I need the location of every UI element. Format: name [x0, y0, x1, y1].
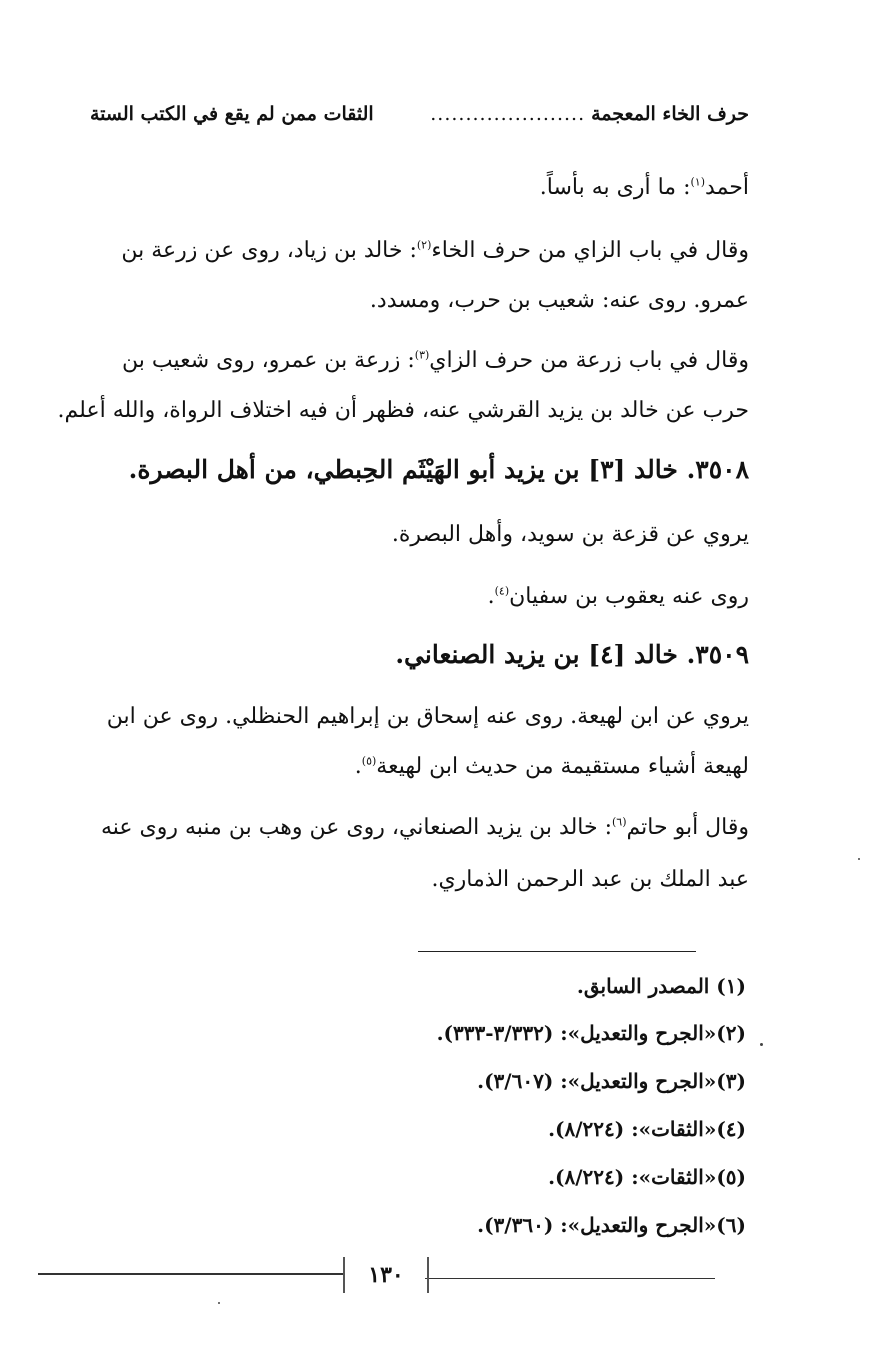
footnote-1: (١) المصدر السابق. — [576, 974, 746, 998]
body-line-2: وقال في باب الزاي من حرف الخاء$^{(٢)}$: خالد بن زياد، روى عن زرعة بن — [121, 238, 749, 263]
footnote-ref-2[interactable]: (٢) — [416, 238, 432, 252]
body-line-3: عمرو. روى عنه: شعيب بن حرب، ومسدد. — [369, 288, 749, 313]
scan-speck — [760, 1043, 763, 1046]
footnote-ref-3[interactable]: (٣) — [414, 348, 430, 362]
footnote-5: (٥)«الثقات»: (٨/٢٢٤). — [548, 1165, 746, 1189]
scan-speck — [858, 858, 860, 860]
body-line-6: يروي عن قزعة بن سويد، وأهل البصرة. — [391, 522, 749, 547]
running-header — [90, 103, 749, 139]
footnote-divider — [418, 951, 696, 952]
body-line-11: عبد الملك بن عبد الرحمن الذماري. — [431, 867, 749, 892]
body-line-9: لهيعة أشياء مستقيمة من حديث ابن لهيعة$^{(٥)}$. — [354, 754, 749, 779]
bottom-rule-right — [425, 1278, 715, 1279]
body-line-8: يروي عن ابن لهيعة. روى عنه إسحاق بن إبراهيم الحنظلي. روى عن ابن — [106, 704, 749, 729]
footnote-2: (٢)«الجرح والتعديل»: (٣/٣٣٢-٣٣٣). — [436, 1021, 746, 1045]
footnote-ref-1[interactable]: (١) — [690, 175, 706, 189]
footnote-3: (٣)«الجرح والتعديل»: (٣/٦٠٧). — [477, 1069, 746, 1093]
footnote-ref-6[interactable]: (٦) — [612, 815, 627, 829]
footnote-ref-5[interactable]: (٥) — [361, 754, 377, 768]
body-line-10: وقال أبو حاتم$^{(٦)}$: خالد بن يزيد الصنعاني، روى عن وهب بن منبه روى عنه — [100, 815, 749, 840]
footnote-ref-4[interactable]: (٤) — [494, 584, 510, 598]
footnote-4: (٤)«الثقات»: (٨/٢٢٤). — [548, 1117, 746, 1141]
book-title: الثقات ممن لم يقع في الكتب الستة — [90, 103, 374, 125]
entry-heading-3509: ٣٥٠٩. خالد [٤] بن يزيد الصنعاني. — [395, 640, 749, 669]
scan-speck — [218, 1302, 220, 1304]
entry-heading-3508: ٣٥٠٨. خالد [٣] بن يزيد أبو الهَيْثَم الحِبطي، من أهل البصرة. — [128, 455, 749, 484]
footnote-6: (٦)«الجرح والتعديل»: (٣/٣٦٠). — [477, 1213, 746, 1237]
header-separator: ...................... — [430, 103, 586, 125]
section-title: حرف الخاء المعجمة — [591, 103, 749, 125]
body-line-7: روى عنه يعقوب بن سفيان$^{(٤)}$. — [487, 584, 749, 609]
body-line-5: حرب عن خالد بن يزيد القرشي عنه، فظهر أن فيه اختلاف الرواة، والله أعلم. — [57, 398, 749, 423]
page-number: ١٣٠ — [343, 1257, 429, 1293]
body-line-4: وقال في باب زرعة من حرف الزاي$^{(٣)}$: زرعة بن عمرو، روى شعيب بن — [122, 348, 749, 373]
body-line-1: أحمد$^{(١)}$: ما أرى به بأساً. — [539, 175, 749, 200]
bottom-rule-left — [38, 1273, 343, 1275]
